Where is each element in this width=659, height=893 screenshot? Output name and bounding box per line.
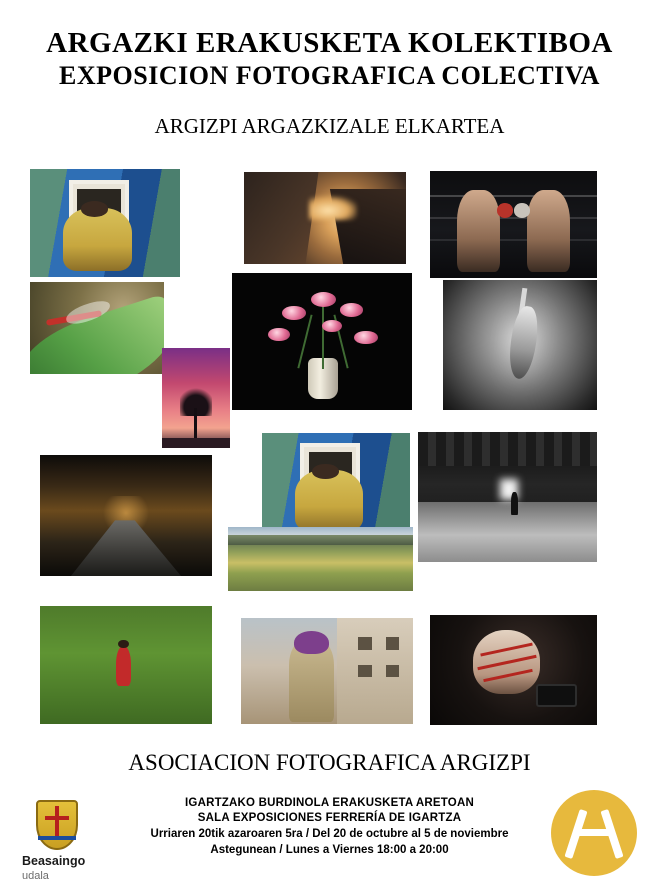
flower-bloom <box>354 331 377 345</box>
photo-dragonfly <box>30 282 164 374</box>
flower-bloom <box>311 292 336 307</box>
photo-tree-image <box>162 348 230 448</box>
poster-title-block <box>0 26 659 92</box>
boxing-glove-left <box>497 203 514 218</box>
photo-painted-face <box>430 615 597 725</box>
photo-collage <box>0 160 659 730</box>
boxing-glove-right <box>514 203 531 218</box>
coat-of-arms-icon <box>36 800 78 850</box>
station-person <box>511 492 518 515</box>
photo-girl-purple-image <box>241 618 413 724</box>
purple-buildings <box>337 618 413 724</box>
tree-ground <box>162 438 230 448</box>
photo-fields <box>228 527 413 591</box>
logo-beasain-name: Beasaingo <box>22 854 86 868</box>
shield-band <box>38 836 76 840</box>
venue-line-basque: IGARTZAKO BURDINOLA ERAKUSKETA ARETOAN <box>185 797 474 809</box>
boxer-left <box>457 190 500 271</box>
logo-argizpi <box>551 790 637 876</box>
argizpi-a-icon <box>566 805 622 861</box>
subtitle-association-basque: ARGIZPI ARGAZKIZALE ELKARTEA <box>154 114 505 138</box>
photo-canyon-image <box>244 172 406 264</box>
building-window <box>386 637 400 650</box>
violin-body <box>506 305 541 381</box>
photo-girl-field-image <box>40 606 212 724</box>
photo-road-image <box>40 455 212 576</box>
window-figure-head <box>312 464 339 479</box>
photo-flowers-image <box>232 273 412 410</box>
venue-hours: Astegunean / Lunes a Viernes 18:00 a 20:00 <box>210 844 449 856</box>
building-window <box>358 665 372 678</box>
photo-boxers <box>430 171 597 278</box>
canyon-sky-glow <box>309 196 358 220</box>
station-roof <box>418 432 597 466</box>
logo-beasain <box>22 798 114 884</box>
window-figure-head <box>81 201 108 216</box>
photo-dragonfly-image <box>30 282 164 374</box>
fields-hill <box>228 535 413 545</box>
station-floor <box>418 502 597 562</box>
photo-road <box>40 455 212 576</box>
photo-window-1-image <box>30 169 180 277</box>
camera-held <box>536 684 577 708</box>
photo-window-2-image <box>262 433 410 537</box>
argizpi-a-crossbar <box>578 829 610 836</box>
logo-beasain-text <box>22 854 114 883</box>
road-surface <box>71 520 181 576</box>
title-spanish: EXPOSICION FOTOGRAFICA COLECTIVA <box>59 61 600 90</box>
photo-violin <box>443 280 597 410</box>
photo-station-image <box>418 432 597 562</box>
photo-window-2 <box>262 433 410 537</box>
logo-beasain-sub: udala <box>22 870 49 882</box>
flower-bloom <box>282 306 305 320</box>
association-spanish: ASOCIACION FOTOGRAFICA ARGIZPI <box>128 750 531 775</box>
shield-cross-vertical <box>55 806 59 838</box>
photo-boxers-image <box>430 171 597 278</box>
photo-tree-pink-sky <box>162 348 230 448</box>
girl-purple-hair <box>294 631 328 654</box>
window-figure <box>63 208 132 271</box>
window-figure <box>295 470 363 530</box>
photo-window-1 <box>30 169 180 277</box>
photo-fields-image <box>228 527 413 591</box>
girl-red-dress <box>116 646 131 686</box>
shield-cross-horizontal <box>45 816 69 821</box>
venue-line-spanish: SALA EXPOSICIONES FERRERÍA DE IGARTZA <box>197 812 462 824</box>
photo-painted-face-image <box>430 615 597 725</box>
photo-station <box>418 432 597 562</box>
photo-violin-image <box>443 280 597 410</box>
flower-bloom <box>340 303 363 317</box>
title-basque: ARGAZKI ERAKUSKETA KOLEKTIBOA <box>46 27 613 59</box>
building-window <box>386 665 400 678</box>
tree-trunk <box>194 408 197 440</box>
photo-girl-field <box>40 606 212 724</box>
photo-girl-purple-hair <box>241 618 413 724</box>
photo-flowers <box>232 273 412 410</box>
venue-dates: Urriaren 20tik azaroaren 5ra / Del 20 de octubre al 5 de noviembre <box>150 828 509 840</box>
flower-stem <box>322 306 324 369</box>
flower-bloom <box>268 328 290 342</box>
boxer-right <box>527 190 570 271</box>
building-window <box>358 637 372 650</box>
boxing-ring-ropes <box>430 195 597 197</box>
flower-bloom <box>322 320 342 332</box>
photo-canyon <box>244 172 406 264</box>
